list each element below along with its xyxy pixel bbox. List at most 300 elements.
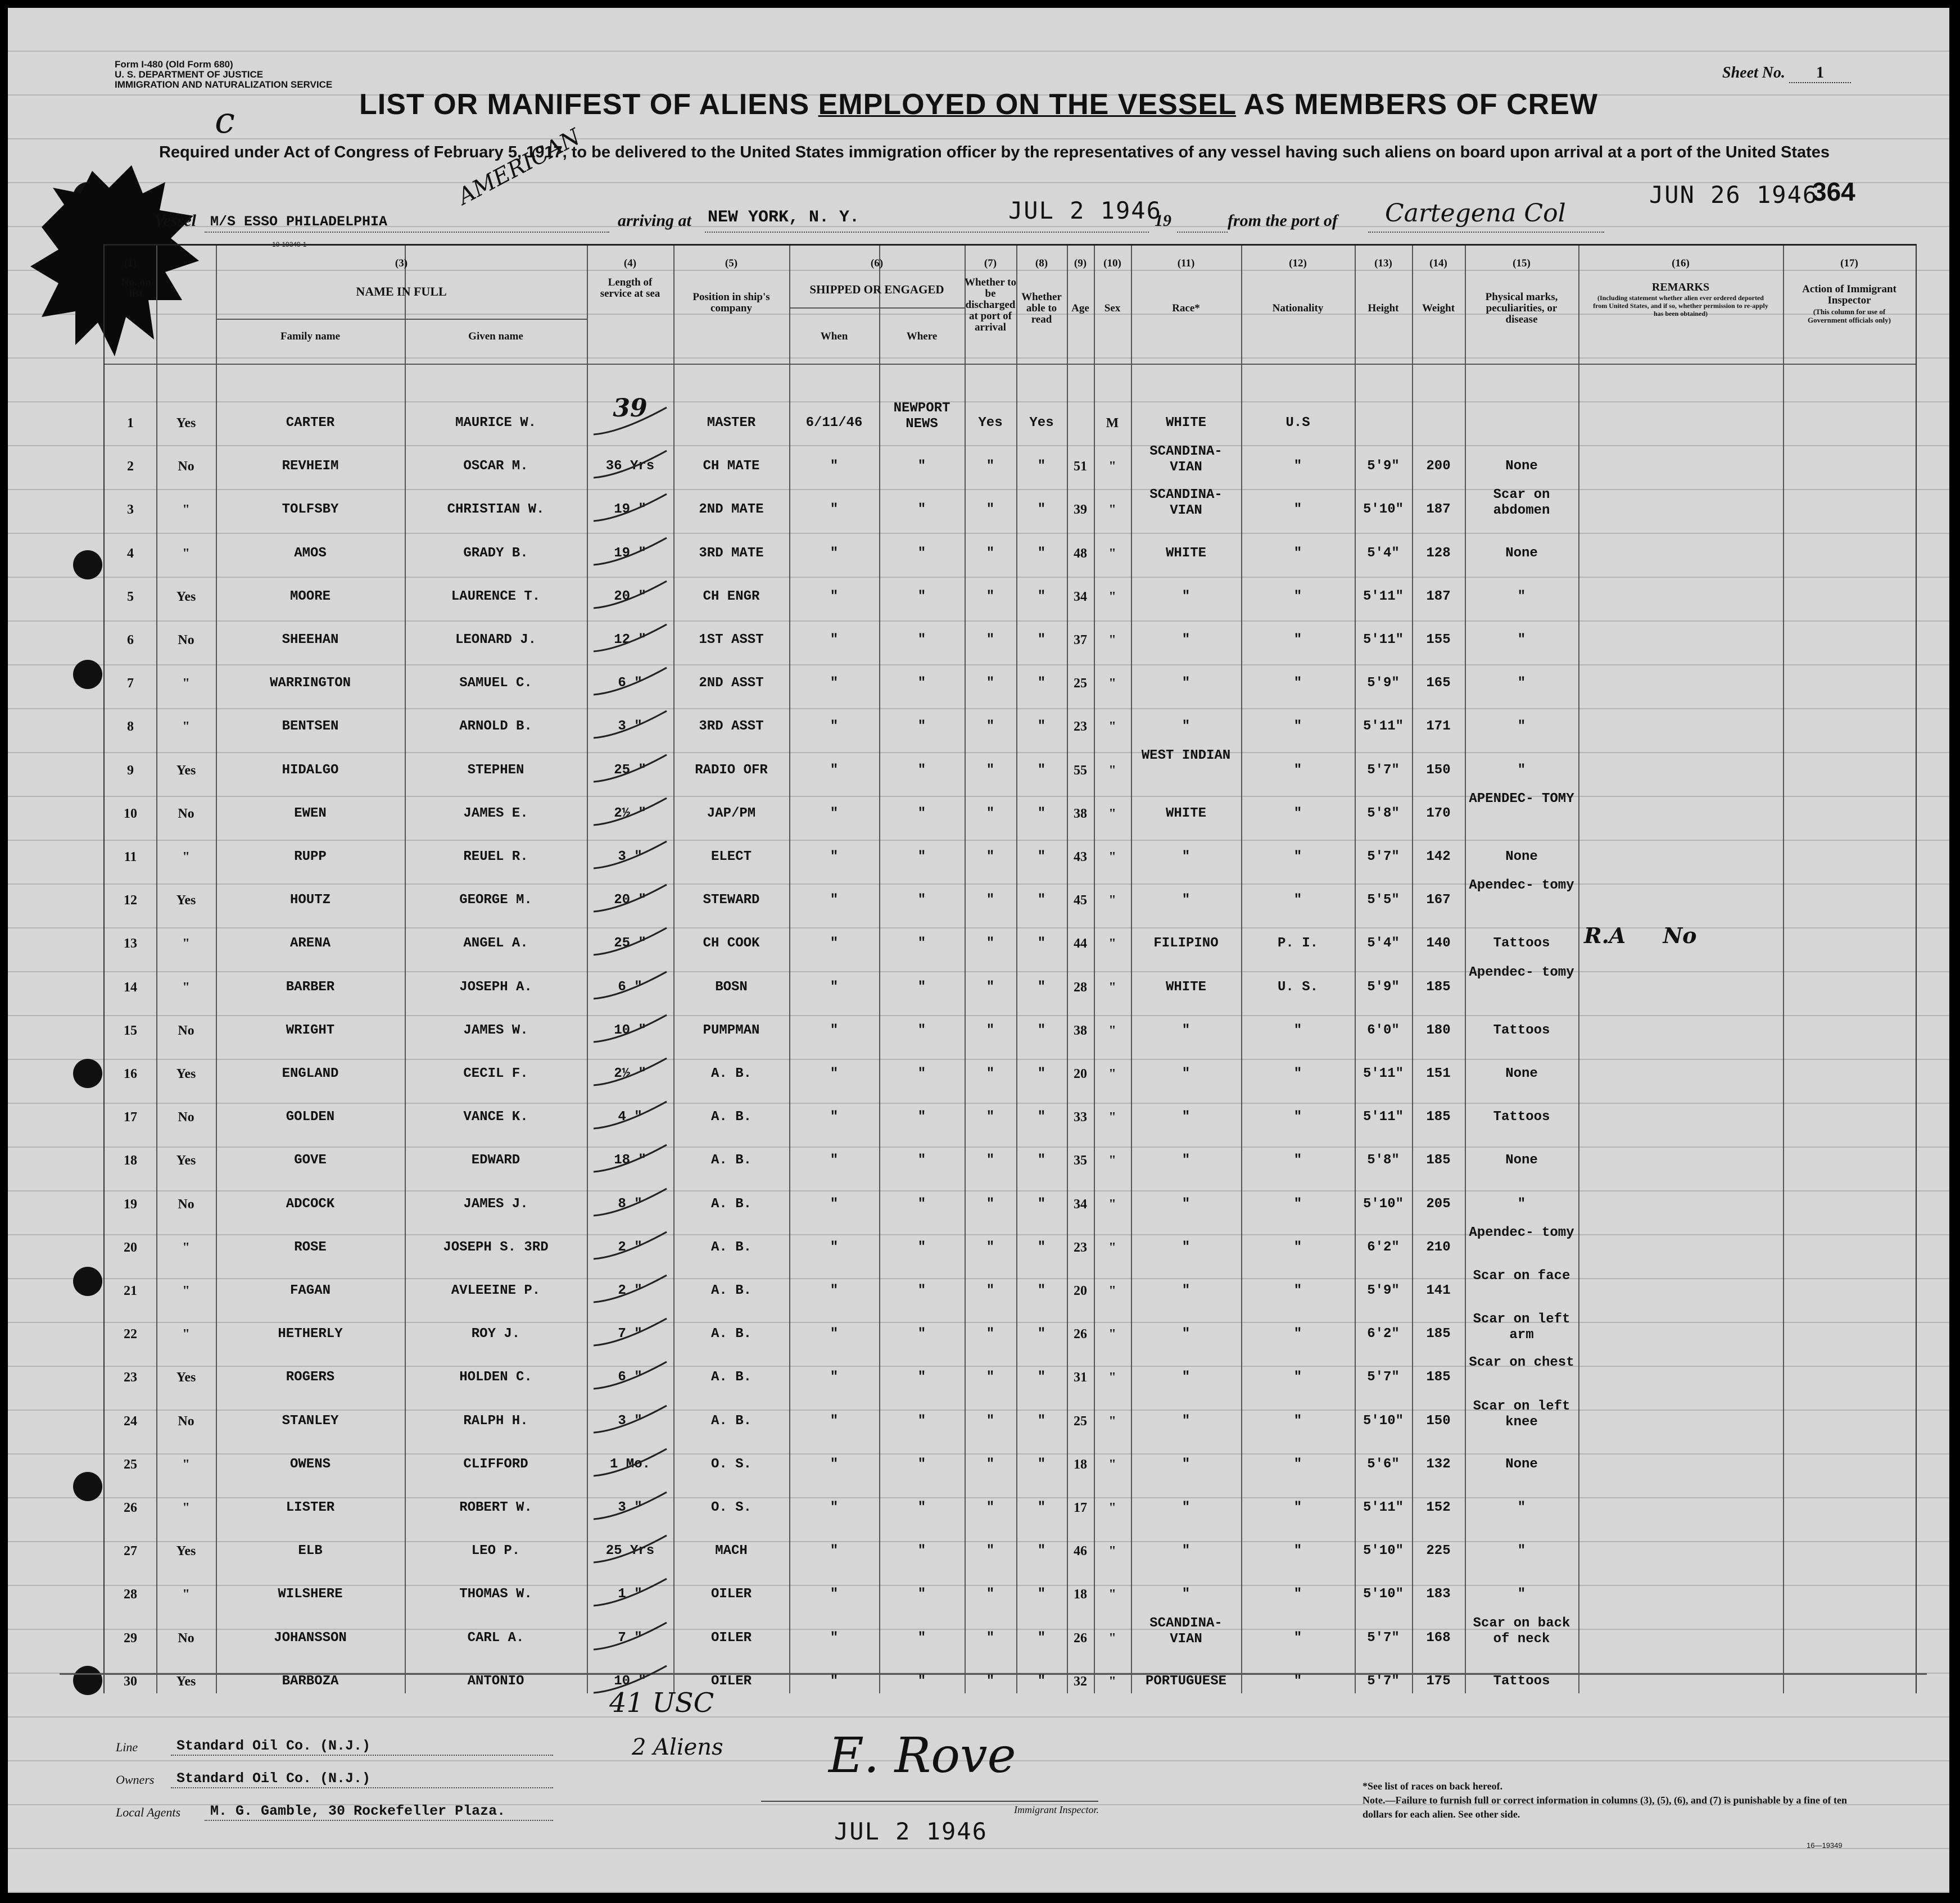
cell-position: 3RD ASST bbox=[699, 719, 764, 734]
cell-family: ENGLAND bbox=[282, 1066, 339, 1081]
cell-age: 46 bbox=[1074, 1544, 1087, 1558]
form-identifier bbox=[115, 60, 332, 90]
cell-when: " bbox=[830, 1587, 839, 1602]
cell-where: " bbox=[917, 719, 926, 734]
cell-read: " bbox=[1037, 589, 1046, 604]
cell-race: " bbox=[1182, 632, 1191, 647]
cell-where: " bbox=[917, 1587, 926, 1602]
cell-weight: 187 bbox=[1426, 502, 1451, 517]
cell-service: 20 " bbox=[614, 892, 646, 908]
cell-where: " bbox=[917, 1066, 926, 1081]
table-row bbox=[105, 1268, 1916, 1304]
cell-height: 5'7" bbox=[1367, 1370, 1400, 1385]
cell-age: 34 bbox=[1074, 590, 1087, 604]
cell-height: 5'8" bbox=[1367, 806, 1400, 821]
cell-read: " bbox=[1037, 1543, 1046, 1558]
cell-c2: Yes bbox=[176, 1370, 196, 1385]
sheet-number bbox=[1722, 64, 1851, 83]
cell-race: FILIPINO bbox=[1153, 936, 1219, 951]
cell-read: " bbox=[1037, 632, 1046, 647]
header-col13 bbox=[1355, 258, 1412, 314]
cell-c2: No bbox=[178, 806, 194, 821]
cell-nat: " bbox=[1293, 763, 1302, 778]
cell-height: 5'10" bbox=[1363, 1413, 1404, 1429]
cell-read: " bbox=[1037, 502, 1046, 517]
cell-position: A. B. bbox=[710, 1153, 752, 1168]
cell-family: BENTSEN bbox=[282, 719, 339, 734]
header-col15-label: Physical marks, peculiarities, or disease bbox=[1485, 291, 1558, 325]
cell-when: " bbox=[830, 1326, 839, 1342]
table-row bbox=[105, 444, 1916, 480]
cell-position: MACH bbox=[715, 1543, 748, 1558]
cell-service: 19 " bbox=[614, 546, 646, 561]
cell-weight: 185 bbox=[1426, 1370, 1451, 1385]
cell-read: " bbox=[1037, 1153, 1046, 1168]
cell-no: 23 bbox=[124, 1370, 137, 1385]
cell-service: 12 " bbox=[614, 632, 646, 647]
cell-given: LEONARD J. bbox=[455, 632, 537, 647]
cell-marks: " bbox=[1517, 676, 1526, 691]
cell-where: " bbox=[917, 1023, 926, 1038]
small-code: 10-19349-1 bbox=[272, 241, 307, 248]
cell-disch: " bbox=[986, 1543, 995, 1558]
cell-nat: " bbox=[1293, 1500, 1302, 1515]
cell-height: 5'7" bbox=[1367, 1674, 1400, 1689]
cell-service: 1 " bbox=[618, 1587, 642, 1602]
cell-read: " bbox=[1037, 1413, 1046, 1429]
cell-position: O. S. bbox=[710, 1500, 752, 1515]
header-col5-number: (5) bbox=[725, 257, 738, 269]
cell-weight: 183 bbox=[1426, 1587, 1451, 1602]
table-row bbox=[105, 618, 1916, 654]
cell-family: BARBER bbox=[286, 980, 335, 995]
cell-disch: " bbox=[986, 502, 995, 517]
header-col9 bbox=[1067, 258, 1094, 314]
cell-nat: " bbox=[1293, 849, 1302, 864]
cell-nat: " bbox=[1293, 1543, 1302, 1558]
cell-where: " bbox=[917, 1457, 926, 1472]
cell-when: " bbox=[830, 1630, 839, 1646]
cell-service: 36 Yrs bbox=[605, 459, 655, 474]
cell-read: " bbox=[1037, 1674, 1046, 1689]
cell-weight: 150 bbox=[1426, 1413, 1451, 1429]
cell-when: " bbox=[830, 502, 839, 517]
cell-marks: Tattoos bbox=[1493, 1674, 1550, 1689]
cell-position: OILER bbox=[710, 1674, 752, 1689]
cell-sex: " bbox=[1108, 806, 1116, 821]
cell-marks: Scar on left knee bbox=[1473, 1399, 1570, 1430]
cell-position: A. B. bbox=[710, 1109, 752, 1125]
cell-nat: " bbox=[1293, 1283, 1302, 1298]
inspector-signature: E. Rove bbox=[829, 1728, 1016, 1784]
cell-where: " bbox=[917, 632, 926, 647]
cell-where: " bbox=[917, 892, 926, 908]
pen-check-mark bbox=[588, 1272, 678, 1306]
header-col15-number: (15) bbox=[1513, 257, 1531, 269]
cell-no: 10 bbox=[124, 806, 137, 821]
pen-check-mark bbox=[588, 578, 678, 611]
cell-disch: " bbox=[986, 1197, 995, 1212]
cell-c2: " bbox=[182, 719, 190, 734]
cell-disch: " bbox=[986, 1587, 995, 1602]
pen-check-mark bbox=[588, 621, 678, 655]
cell-disch: " bbox=[986, 849, 995, 864]
header-col10 bbox=[1094, 258, 1131, 314]
cell-race: " bbox=[1182, 1370, 1191, 1385]
cell-nat: " bbox=[1293, 1630, 1302, 1646]
cell-position: OILER bbox=[710, 1630, 752, 1646]
cell-family: GOLDEN bbox=[286, 1109, 335, 1125]
cell-weight: 152 bbox=[1426, 1500, 1451, 1515]
cell-race: SCANDINA- VIAN bbox=[1149, 487, 1223, 518]
cell-position: 2ND ASST bbox=[699, 676, 764, 691]
cell-given: ROBERT W. bbox=[459, 1500, 532, 1515]
header-col14-number: (14) bbox=[1429, 257, 1447, 269]
cell-weight: 210 bbox=[1426, 1240, 1451, 1255]
cell-race: WHITE bbox=[1165, 806, 1206, 821]
pen-check-mark bbox=[588, 1446, 678, 1479]
pen-check-mark bbox=[588, 1532, 678, 1566]
cell-marks: Tattoos bbox=[1493, 1109, 1550, 1125]
cell-family: GOVE bbox=[294, 1153, 327, 1168]
pen-check-mark bbox=[588, 1358, 678, 1392]
cell-race: " bbox=[1182, 676, 1191, 691]
cell-age: 45 bbox=[1074, 893, 1087, 908]
header-col6-label: SHIPPED OR ENGAGED bbox=[809, 283, 944, 296]
punch-hole bbox=[73, 550, 102, 579]
cell-family: ARENA bbox=[289, 936, 331, 951]
table-row bbox=[105, 1399, 1916, 1435]
header-col13-number: (13) bbox=[1374, 257, 1392, 269]
cell-family: WRIGHT bbox=[286, 1023, 335, 1038]
cell-nat: " bbox=[1293, 806, 1302, 821]
cell-c2: Yes bbox=[176, 763, 196, 778]
cell-marks: None bbox=[1505, 849, 1538, 864]
cell-service: 1 Mo. bbox=[609, 1457, 650, 1472]
cell-when: 6/11/46 bbox=[805, 415, 863, 431]
cell-weight: 128 bbox=[1426, 546, 1451, 561]
cell-service: 2 " bbox=[618, 1240, 642, 1255]
cell-family: JOHANSSON bbox=[274, 1630, 347, 1646]
cell-age: 23 bbox=[1074, 1240, 1087, 1255]
service-name: IMMIGRATION AND NATURALIZATION SERVICE bbox=[115, 79, 333, 90]
cell-given: LAURENCE T. bbox=[451, 589, 541, 604]
table-row bbox=[105, 921, 1916, 957]
cell-read: " bbox=[1037, 980, 1046, 995]
cell-race: " bbox=[1182, 1197, 1191, 1212]
cell-when: " bbox=[830, 849, 839, 864]
pen-check-mark bbox=[588, 664, 678, 698]
cell-no: 4 bbox=[127, 546, 134, 561]
cell-sex: " bbox=[1108, 763, 1116, 778]
cell-age: 20 bbox=[1074, 1067, 1087, 1081]
header-col17-sublabel: (This column for use of Government officials only) bbox=[1807, 307, 1891, 324]
cell-height: 5'11" bbox=[1363, 719, 1404, 734]
cell-position: STEWARD bbox=[703, 892, 760, 908]
cell-where: " bbox=[917, 676, 926, 691]
cell-nat: " bbox=[1293, 459, 1302, 474]
cell-age: 55 bbox=[1074, 763, 1087, 778]
cell-c2: Yes bbox=[176, 893, 196, 908]
title-part: LIST OR MANIFEST OF ALIENS bbox=[359, 88, 818, 121]
cell-position: 2ND MATE bbox=[699, 502, 764, 517]
header-col4 bbox=[587, 258, 673, 300]
header-col1-number: (1) bbox=[124, 257, 137, 269]
cell-when: " bbox=[830, 892, 839, 908]
cell-read: " bbox=[1037, 719, 1046, 734]
header-col16-sublabel: (Including statement whether alien ever ordered deported from United States, and if so, whether permission to re-apply has been obtained) bbox=[1593, 294, 1768, 318]
cell-weight: 151 bbox=[1426, 1066, 1451, 1081]
cell-position: MASTER bbox=[707, 415, 756, 431]
cell-family: HIDALGO bbox=[282, 763, 339, 778]
cell-service: 25 Yrs bbox=[605, 1543, 655, 1558]
pen-check-mark bbox=[588, 491, 678, 524]
pen-check-mark bbox=[588, 838, 678, 872]
cell-family: FAGAN bbox=[289, 1283, 331, 1298]
header-col15 bbox=[1465, 258, 1578, 325]
from-port-label: from the port of bbox=[1228, 211, 1338, 230]
table-row bbox=[105, 1182, 1916, 1218]
header-col5-label: Position in ship's company bbox=[692, 291, 770, 314]
dotted-line bbox=[705, 232, 1149, 233]
table-row bbox=[105, 704, 1916, 740]
cell-race: " bbox=[1182, 1326, 1191, 1342]
cell-given: REUEL R. bbox=[463, 849, 528, 864]
cell-when: " bbox=[830, 763, 839, 778]
manifest-sheet bbox=[8, 8, 1949, 1893]
cell-given: HOLDEN C. bbox=[459, 1370, 532, 1385]
dotted-line bbox=[1177, 232, 1228, 233]
cell-height: 5'9" bbox=[1367, 980, 1400, 995]
cell-where: " bbox=[917, 1197, 926, 1212]
cell-no: 18 bbox=[124, 1153, 137, 1168]
header-col3-number: (3) bbox=[395, 257, 408, 269]
pen-check-mark bbox=[588, 925, 678, 958]
cell-nat: " bbox=[1293, 719, 1302, 734]
cell-position: A. B. bbox=[710, 1370, 752, 1385]
cell-position: BOSN bbox=[715, 980, 748, 995]
signature-line bbox=[761, 1801, 1098, 1802]
header-col13-label: Height bbox=[1368, 302, 1399, 314]
cell-disch: " bbox=[986, 546, 995, 561]
cell-marks: None bbox=[1505, 1457, 1538, 1472]
table-row bbox=[105, 748, 1916, 784]
cell-disch: " bbox=[986, 1109, 995, 1125]
cell-c2: " bbox=[182, 1457, 190, 1472]
cell-given: STEPHEN bbox=[467, 763, 524, 778]
pen-check-mark bbox=[588, 708, 678, 741]
dotted-line bbox=[171, 1755, 553, 1756]
cell-nat: " bbox=[1293, 1240, 1302, 1255]
cell-weight: 150 bbox=[1426, 763, 1451, 778]
cell-age: 35 bbox=[1074, 1153, 1087, 1168]
owners-label: Owners bbox=[116, 1773, 155, 1787]
cell-no: 27 bbox=[124, 1544, 137, 1558]
cell-no: 6 bbox=[127, 633, 134, 647]
cell-read: " bbox=[1037, 1457, 1046, 1472]
cell-race: " bbox=[1182, 1023, 1191, 1038]
cell-disch: " bbox=[986, 1674, 995, 1689]
cell-where: " bbox=[917, 1109, 926, 1125]
cell-given: LEO P. bbox=[471, 1543, 520, 1558]
cell-no: 16 bbox=[124, 1067, 137, 1081]
cell-nat: " bbox=[1293, 546, 1302, 561]
cell-height: 5'8" bbox=[1367, 1153, 1400, 1168]
cell-race: WHITE bbox=[1165, 980, 1206, 995]
punch-hole bbox=[73, 1472, 102, 1501]
cell-disch: " bbox=[986, 936, 995, 951]
cell-race: WHITE bbox=[1165, 415, 1206, 431]
cell-given: ANTONIO bbox=[467, 1674, 524, 1689]
cell-disch: " bbox=[986, 1326, 995, 1342]
cell-no: 5 bbox=[127, 590, 134, 604]
header-col11-label: Race* bbox=[1172, 302, 1200, 314]
cell-disch: " bbox=[986, 1153, 995, 1168]
cell-given: JAMES J. bbox=[463, 1197, 528, 1212]
cell-service: 25 " bbox=[614, 936, 646, 951]
cell-read: " bbox=[1037, 1630, 1046, 1646]
cell-read: " bbox=[1037, 676, 1046, 691]
cell-family: ROSE bbox=[294, 1240, 327, 1255]
cell-family: WARRINGTON bbox=[269, 676, 351, 691]
cell-service: 2 " bbox=[618, 1283, 642, 1298]
pen-check-mark bbox=[588, 751, 678, 785]
pen-check-mark bbox=[588, 1229, 678, 1262]
cell-race: " bbox=[1182, 1457, 1191, 1472]
cell-disch: " bbox=[986, 1413, 995, 1429]
cell-age: 48 bbox=[1074, 546, 1087, 561]
cell-given: CLIFFORD bbox=[463, 1457, 528, 1472]
page-title bbox=[8, 88, 1949, 121]
cell-given: ARNOLD B. bbox=[459, 719, 532, 734]
cell-given: GRADY B. bbox=[463, 546, 528, 561]
cell-c2: " bbox=[182, 1501, 190, 1515]
cell-family: EWEN bbox=[294, 806, 327, 821]
cell-family: ADCOCK bbox=[286, 1197, 335, 1212]
cell-weight: 205 bbox=[1426, 1197, 1451, 1212]
table-row bbox=[105, 1616, 1916, 1652]
cell-no: 7 bbox=[127, 676, 134, 691]
cell-weight: 140 bbox=[1426, 936, 1451, 951]
vessel-annotation: AMERICAN bbox=[454, 124, 585, 210]
cell-position: A. B. bbox=[710, 1240, 752, 1255]
department-name: U. S. DEPARTMENT OF JUSTICE bbox=[115, 69, 264, 80]
cell-marks: Apendec- tomy bbox=[1469, 878, 1574, 893]
cell-nat: " bbox=[1293, 1413, 1302, 1429]
sheet-code: 364 bbox=[1812, 177, 1855, 206]
cell-read: " bbox=[1037, 806, 1046, 821]
cell-disch: " bbox=[986, 589, 995, 604]
cell-marks: Scar on left arm bbox=[1473, 1312, 1570, 1343]
cell-c2: No bbox=[178, 1023, 194, 1038]
vessel-label: Vessel bbox=[154, 211, 196, 230]
cell-read: " bbox=[1037, 1326, 1046, 1342]
cell-marks: Scar on chest bbox=[1469, 1355, 1574, 1370]
cell-position: CH MATE bbox=[703, 459, 760, 474]
cell-sex: " bbox=[1108, 1153, 1116, 1168]
header-col6-number: (6) bbox=[870, 257, 884, 269]
cell-family: WILSHERE bbox=[278, 1587, 343, 1602]
cell-age: 39 bbox=[1074, 502, 1087, 517]
cell-when: " bbox=[830, 1370, 839, 1385]
cell-position: A. B. bbox=[710, 1066, 752, 1081]
cell-when: " bbox=[830, 1674, 839, 1689]
table-row bbox=[105, 1008, 1916, 1044]
cell-marks: None bbox=[1505, 459, 1538, 474]
cell-position: O. S. bbox=[710, 1457, 752, 1472]
cell-c2: Yes bbox=[176, 1153, 196, 1168]
cell-weight: 141 bbox=[1426, 1283, 1451, 1298]
cell-sex: " bbox=[1108, 1284, 1116, 1298]
header-col17 bbox=[1783, 258, 1916, 324]
sheet-number-label: Sheet No. bbox=[1722, 64, 1785, 81]
cell-weight: 187 bbox=[1426, 589, 1451, 604]
header-col6 bbox=[789, 258, 965, 295]
cell-age: 38 bbox=[1074, 1023, 1087, 1038]
table-row bbox=[105, 1442, 1916, 1478]
cell-disch: " bbox=[986, 763, 995, 778]
pen-check-mark bbox=[588, 1055, 678, 1089]
header-col7-number: (7) bbox=[984, 257, 997, 269]
cell-sex: " bbox=[1108, 1457, 1116, 1472]
cell-c2: " bbox=[182, 502, 190, 517]
cell-weight: 185 bbox=[1426, 1326, 1451, 1342]
cell-position: 3RD MATE bbox=[699, 546, 764, 561]
cell-nat: " bbox=[1293, 1153, 1302, 1168]
cell-service: 3 " bbox=[618, 849, 642, 864]
header-col11 bbox=[1131, 258, 1241, 314]
cell-weight: 167 bbox=[1426, 892, 1451, 908]
header-col11-number: (11) bbox=[1177, 257, 1195, 269]
cell-when: " bbox=[830, 1197, 839, 1212]
cell-no: 1 bbox=[127, 416, 134, 431]
cell-sex: " bbox=[1108, 1414, 1116, 1429]
cell-age: 18 bbox=[1074, 1587, 1087, 1602]
cell-disch: " bbox=[986, 676, 995, 691]
cell-race: SCANDINA- VIAN bbox=[1149, 1616, 1223, 1647]
cell-race: PORTUGUESE bbox=[1145, 1674, 1227, 1689]
cell-family: OWENS bbox=[289, 1457, 331, 1472]
cell-weight: 168 bbox=[1426, 1630, 1451, 1646]
penalty-note: Note.—Failure to furnish full or correct information in columns (3), (5), (6), and (7) is punishable by a fine of ten dollars for each alien. See other side. bbox=[1363, 1795, 1847, 1820]
cell-marks: None bbox=[1505, 546, 1538, 561]
cell-no: 14 bbox=[124, 980, 137, 995]
cell-where: " bbox=[917, 546, 926, 561]
cell-when: " bbox=[830, 459, 839, 474]
cell-where: " bbox=[917, 980, 926, 995]
cell-no: 28 bbox=[124, 1587, 137, 1602]
header-col3-label: NAME IN FULL bbox=[356, 284, 447, 298]
pen-check-mark bbox=[588, 881, 678, 915]
header-given-name: Given name bbox=[468, 330, 523, 342]
cell-read: " bbox=[1037, 1066, 1046, 1081]
cell-service: 2½ " bbox=[614, 1066, 646, 1081]
cell-family: STANLEY bbox=[282, 1413, 339, 1429]
cell-no: 3 bbox=[127, 502, 134, 517]
cell-weight: 171 bbox=[1426, 719, 1451, 734]
cell-height: 5'7" bbox=[1367, 849, 1400, 864]
cell-service: 6 " bbox=[618, 676, 642, 691]
cell-marks: " bbox=[1517, 1587, 1526, 1602]
cell-weight: 185 bbox=[1426, 980, 1451, 995]
cell-family: HOUTZ bbox=[289, 892, 331, 908]
punch-hole bbox=[73, 1267, 102, 1296]
cell-height: 5'7" bbox=[1367, 1630, 1400, 1646]
cell-height: 5'11" bbox=[1363, 1500, 1404, 1515]
cell-where: " bbox=[917, 806, 926, 821]
cell-no: 25 bbox=[124, 1457, 137, 1472]
cell-height: 5'11" bbox=[1363, 632, 1404, 647]
